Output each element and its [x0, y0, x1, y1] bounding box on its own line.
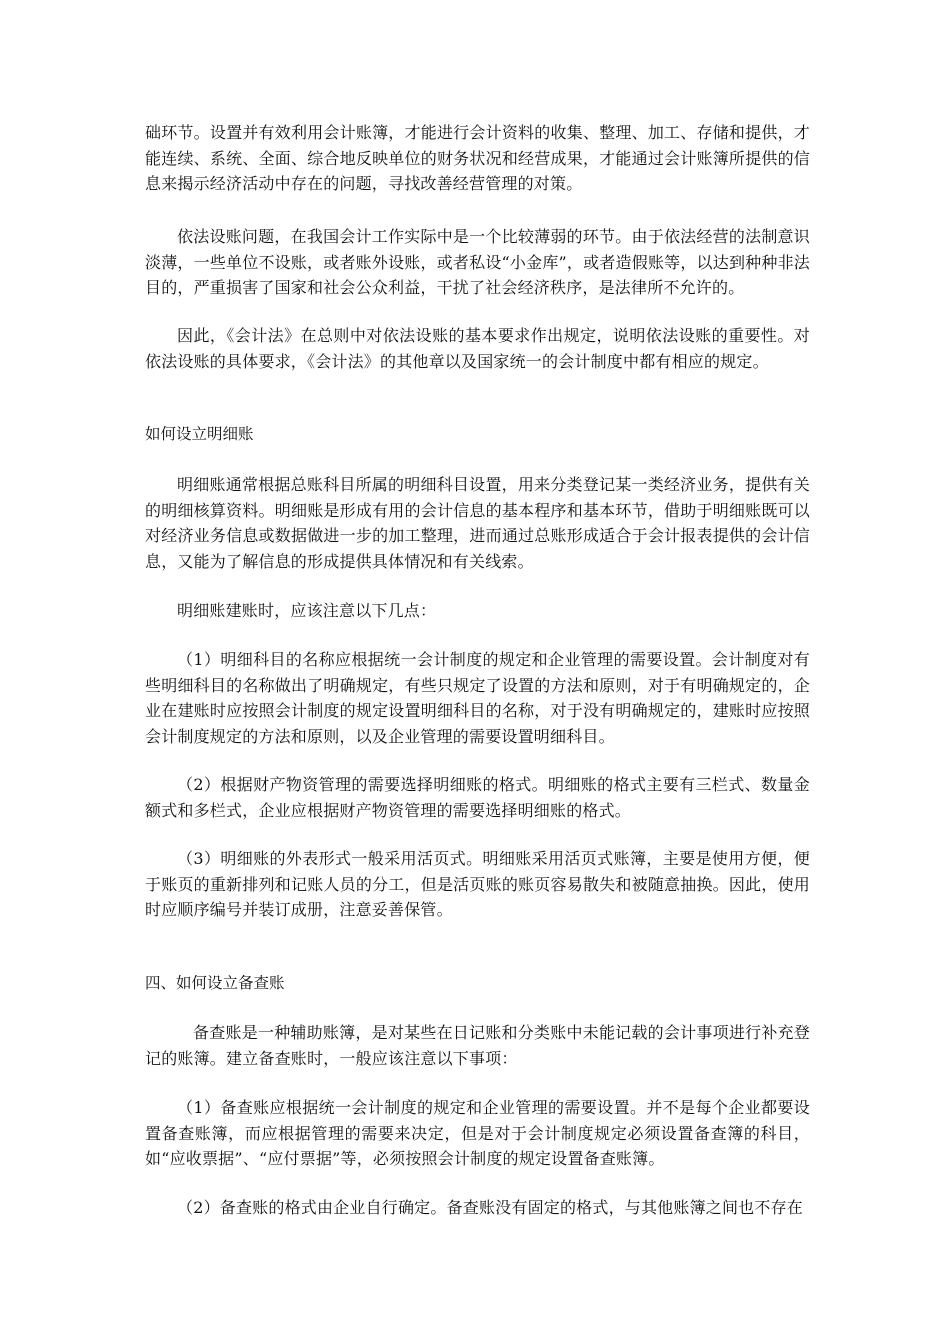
paragraph-memo-item-2: （2）备查账的格式由企业自行确定。备查账没有固定的格式，与其他账簿之间也不存在	[177, 1198, 803, 1217]
paragraph-memo-item-1: （1）备查账应根据统一会计制度的规定和企业管理的需要设置。并不是每个企业都要设置备查账簿，而应根据管理的需要来决定，但是对于会计制度规定必须设置备查簿的科目，如“应收票据”、“应付票据”等，必须按照会计制度的规定设置备查账簿。	[145, 1098, 810, 1168]
paragraph-accounting-law: 因此，《会计法》在总则中对依法设账的基本要求作出规定，说明依法设账的重要性。对依法设账的具体要求，《会计法》的其他章以及国家统一的会计制度中都有相应的规定。	[145, 326, 810, 371]
paragraph-detail-ledger-intro: 明细账通常根据总账科目所属的明细科目设置，用来分类登记某一类经济业务，提供有关的明细核算资料。明细账是形成有用的会计信息的基本程序和基本环节，借助于明细账既可以对经济业务信息或数据做进一步的加工整理，进而通过总账形成适合于会计报表提供的会计信息，又能为了解信息的形成提供具体情况和有关线索。	[145, 475, 810, 571]
paragraph-legal-account-setup: 依法设账问题，在我国会计工作实际中是一个比较薄弱的环节。由于依法经营的法制意识淡薄，一些单位不设账，或者账外设账，或者私设“小金库”，或者造假账等，以达到种种非法目的，严重损害了国家和社会公众利益，干扰了社会经济秩序，是法律所不允许的。	[145, 227, 810, 297]
paragraph-detail-item-2: （2）根据财产物资管理的需要选择明细账的格式。明细账的格式主要有三栏式、数量金额式和多栏式，企业应根据财产物资管理的需要选择明细账的格式。	[145, 775, 810, 820]
heading-memo-account: 四、如何设立备查账	[145, 974, 285, 992]
paragraph-detail-ledger-notes: 明细账建账时，应该注意以下几点：	[177, 601, 437, 620]
paragraph-detail-item-1: （1）明细科目的名称应根据统一会计制度的规定和企业管理的需要设置。会计制度对有些明细科目的名称做出了明确规定，有些只规定了设置的方法和原则，对于有明确规定的，企业在建账时应按照会计制度的规定设置明细科目的名称，对于没有明确规定的，建账时应按照会计制度规定的方法和原则，以及企业管理的需要设置明细科目。	[145, 650, 810, 746]
paragraph-account-books-basis: 础环节。设置并有效利用会计账簿，才能进行会计资料的收集、整理、加工、存储和提供，才能连续、系统、全面、综合地反映单位的财务状况和经营成果，才能通过会计账簿所提供的信息来揭示经济活动中存在的问题，寻找改善经营管理的对策。	[145, 123, 810, 193]
paragraph-detail-item-3: （3）明细账的外表形式一般采用活页式。明细账采用活页式账簿，主要是使用方便，便于账页的重新排列和记账人员的分工，但是活页账的账页容易散失和被随意抽换。因此，使用时应顺序编号并装订成册，注意妥善保管。	[145, 849, 810, 919]
heading-detail-ledger: 如何设立明细账	[145, 425, 254, 443]
paragraph-memo-intro: 备查账是一种辅助账簿，是对某些在日记账和分类账中未能记载的会计事项进行补充登记的账簿。建立备查账时，一般应该注意以下事项：	[145, 1023, 810, 1068]
